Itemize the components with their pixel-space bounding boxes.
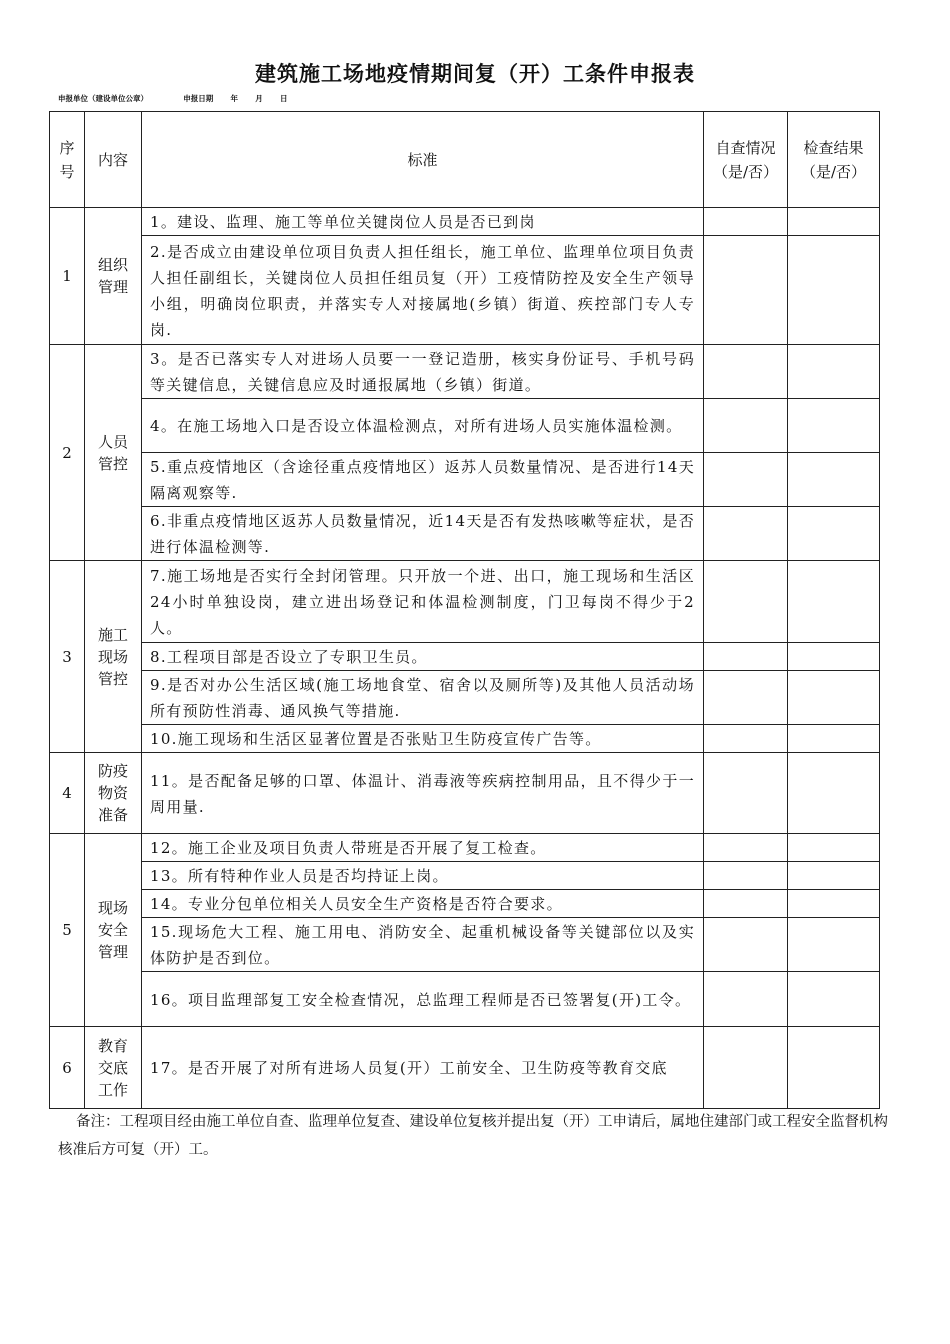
header-content: 内容: [85, 112, 142, 208]
standard-item: 14。专业分包单位相关人员安全生产资格是否符合要求。: [142, 890, 704, 918]
row-category: [85, 345, 142, 561]
header-self-check-text: 自查情况（是/否）: [712, 138, 779, 181]
self-check-cell[interactable]: [704, 643, 788, 671]
standard-item: 8.工程项目部是否设立了专职卫生员。: [142, 643, 704, 671]
table-row: [50, 643, 880, 671]
row-category: [85, 834, 142, 1027]
self-check-cell[interactable]: [704, 972, 788, 1027]
self-check-cell[interactable]: [704, 862, 788, 890]
standard-item: 1。建设、监理、施工等单位关键岗位人员是否已到岗: [142, 208, 704, 236]
table-row: [50, 236, 880, 345]
row-number: 2: [50, 345, 85, 561]
table-row: [50, 507, 880, 561]
standard-item: 12。施工企业及项目负责人带班是否开展了复工检查。: [142, 834, 704, 862]
result-cell[interactable]: [788, 834, 880, 862]
row-category-text: 防疫物资准备: [97, 762, 128, 824]
row-category: [85, 208, 142, 345]
table-row: [50, 725, 880, 753]
standard-item: 10.施工现场和生活区显著位置是否张贴卫生防疫宣传广告等。: [142, 725, 704, 753]
standard-item: 15.现场危大工程、施工用电、消防安全、起重机械设备等关键部位以及实体防护是否到位。: [142, 918, 704, 972]
result-cell[interactable]: [788, 208, 880, 236]
header-result-text: 检查结果（是/否）: [800, 138, 867, 181]
row-number: 4: [50, 753, 85, 834]
standard-item: 13。所有特种作业人员是否均持证上岗。: [142, 862, 704, 890]
row-category: [85, 561, 142, 753]
standard-item: 5.重点疫情地区（含途径重点疫情地区）返苏人员数量情况、是否进行14天隔离观察等.: [142, 453, 704, 507]
row-number: 6: [50, 1027, 85, 1109]
standard-item: 3。是否已落实专人对进场人员要一一登记造册，核实身份证号、手机号码等关键信息，关键信息应及时通报属地（乡镇）街道。: [142, 345, 704, 399]
result-cell[interactable]: [788, 918, 880, 972]
self-check-cell[interactable]: [704, 918, 788, 972]
form-subheader: [58, 93, 292, 104]
self-check-cell[interactable]: [704, 399, 788, 453]
standard-item: 17。是否开展了对所有进场人员复(开）工前安全、卫生防疫等教育交底: [142, 1027, 704, 1109]
result-cell[interactable]: [788, 671, 880, 725]
row-number: 3: [50, 561, 85, 753]
result-cell[interactable]: [788, 725, 880, 753]
row-category: [85, 753, 142, 834]
header-seq: [50, 112, 85, 208]
standard-item: 7.施工场地是否实行全封闭管理。只开放一个进、出口，施工现场和生活区24小时单独设岗，建立进出场登记和体温检测制度，门卫每岗不得少于2人。: [142, 561, 704, 643]
year-label: 年: [230, 94, 238, 103]
result-cell[interactable]: [788, 399, 880, 453]
apply-date-label: 申报日期: [183, 94, 214, 103]
result-cell[interactable]: [788, 1027, 880, 1109]
row-number: 5: [50, 834, 85, 1027]
row-number: 1: [50, 208, 85, 345]
row-category-text: 教育交底工作: [97, 1036, 128, 1099]
remarks-note: 备注：工程项目经由施工单位自查、监理单位复查、建设单位复核并提出复（开）工申请后，属地住建部门或工程安全监督机构核准后方可复（开）工。: [58, 1114, 888, 1158]
applicant-unit-label: 申报单位（建设单位公章）: [58, 94, 148, 103]
result-cell[interactable]: [788, 753, 880, 834]
table-row: [50, 453, 880, 507]
standard-item: 4。在施工场地入口是否设立体温检测点，对所有进场人员实施体温检测。: [142, 399, 704, 453]
self-check-cell[interactable]: [704, 561, 788, 643]
table-row: [50, 834, 880, 862]
table-row: [50, 345, 880, 399]
result-cell[interactable]: [788, 507, 880, 561]
self-check-cell[interactable]: [704, 890, 788, 918]
standard-item: 11。是否配备足够的口罩、体温计、消毒液等疾病控制用品，且不得少于一周用量.: [142, 753, 704, 834]
table-row: [50, 753, 880, 834]
self-check-cell[interactable]: [704, 671, 788, 725]
row-category-text: 组织管理: [98, 256, 129, 296]
day-label: 日: [280, 94, 288, 103]
result-cell[interactable]: [788, 345, 880, 399]
row-category-text: 人员管控: [98, 432, 129, 473]
self-check-cell[interactable]: [704, 208, 788, 236]
table-row: [50, 208, 880, 236]
self-check-cell[interactable]: [704, 1027, 788, 1109]
header-seq-text: 序号: [59, 138, 75, 181]
row-category-text: 施工现场管控: [97, 625, 128, 688]
self-check-cell[interactable]: [704, 834, 788, 862]
standard-item: 16。项目监理部复工安全检查情况，总监理工程师是否已签署复(开)工令。: [142, 972, 704, 1027]
standard-item: 9.是否对办公生活区域(施工场地食堂、宿舍以及厕所等)及其他人员活动场所有预防性消毒、通风换气等措施.: [142, 671, 704, 725]
header-result: [788, 112, 880, 208]
self-check-cell[interactable]: [704, 345, 788, 399]
self-check-cell[interactable]: [704, 507, 788, 561]
table-row: [50, 862, 880, 890]
table-row: [50, 561, 880, 643]
standard-item: 2.是否成立由建设单位项目负责人担任组长，施工单位、监理单位项目负责人担任副组长，关键岗位人员担任组员复（开）工疫情防控及安全生产领导小组，明确岗位职责，并落实专人对接属地(乡镇）街道、疾控部门专人专岗.: [142, 236, 704, 345]
month-label: 月: [255, 94, 263, 103]
result-cell[interactable]: [788, 972, 880, 1027]
self-check-cell[interactable]: [704, 725, 788, 753]
header-self-check: [704, 112, 788, 208]
form-title: 建筑施工场地疫情期间复（开）工条件申报表: [255, 62, 695, 86]
row-category-text: 现场安全管理: [97, 899, 128, 961]
table-row: [50, 972, 880, 1027]
result-cell[interactable]: [788, 643, 880, 671]
table-header-row: [50, 112, 880, 208]
row-category: [85, 1027, 142, 1109]
table-row: [50, 399, 880, 453]
result-cell[interactable]: [788, 453, 880, 507]
table-row: [50, 671, 880, 725]
result-cell[interactable]: [788, 236, 880, 345]
result-cell[interactable]: [788, 561, 880, 643]
standard-item: 6.非重点疫情地区返苏人员数量情况，近14天是否有发热咳嗽等症状，是否进行体温检测等.: [142, 507, 704, 561]
table-row: [50, 1027, 880, 1109]
table-row: [50, 918, 880, 972]
header-standard: 标准: [142, 112, 704, 208]
self-check-cell[interactable]: [704, 753, 788, 834]
result-cell[interactable]: [788, 862, 880, 890]
self-check-cell[interactable]: [704, 236, 788, 345]
result-cell[interactable]: [788, 890, 880, 918]
application-table: [49, 111, 880, 1109]
self-check-cell[interactable]: [704, 453, 788, 507]
table-row: [50, 890, 880, 918]
